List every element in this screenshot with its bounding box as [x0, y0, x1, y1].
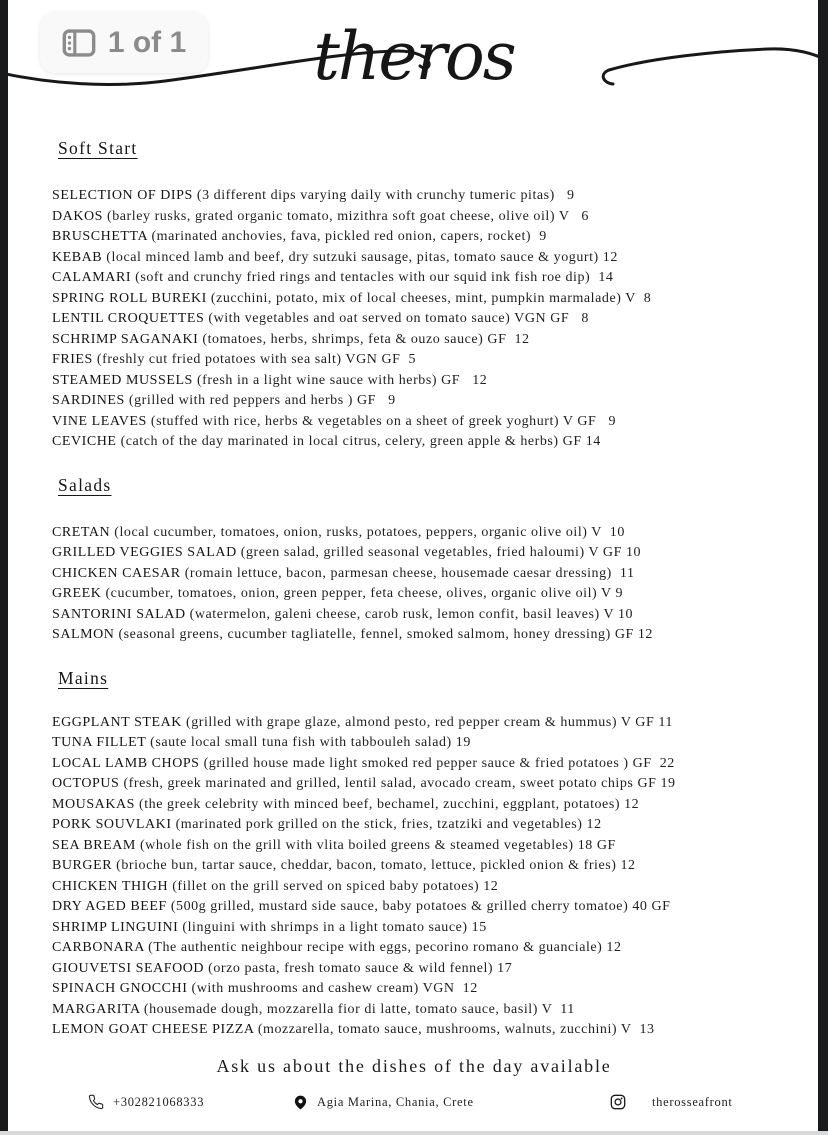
- item-name: OCTOPUS: [52, 776, 120, 791]
- item-name: SELECTION OF DIPS: [52, 188, 193, 203]
- item-name: CRETAN: [52, 524, 111, 540]
- page-indicator[interactable]: [40, 12, 208, 73]
- item-details: (green salad, grilled seasonal vegetables, fried haloumi) V GF 10: [236, 545, 642, 560]
- restaurant-logo: theros: [313, 18, 515, 95]
- menu-section: [52, 668, 814, 1041]
- menu-section: [52, 475, 814, 646]
- item-name: STEAMED MUSSELS: [52, 372, 193, 388]
- item-details: (seasonal greens, cucumber tagliatelle, fennel, smoked salmom, honey dressing) GF 12: [114, 627, 653, 642]
- item-name: SPRING ROLL BUREKI: [52, 290, 207, 306]
- menu-item: [52, 754, 814, 775]
- address-text: Agia Marina, Chania, Crete: [317, 1095, 474, 1109]
- menu-item: [52, 795, 814, 816]
- item-details: (tomatoes, herbs, shrimps, feta & ouzo sauce) GF 12: [198, 331, 530, 347]
- menu-item: [52, 605, 814, 626]
- phone-contact: [88, 1094, 204, 1110]
- item-details: (the greek celebrity with minced beef, bechamel, zucchini, eggplant, potatoes) 12: [134, 796, 640, 812]
- item-name: LENTIL CROQUETTES: [52, 311, 205, 326]
- menu-item: [52, 412, 814, 433]
- item-details: (marinated anchovies, fava, pickled red onion, capers, rocket) 9: [147, 229, 547, 244]
- item-details: (zucchini, potato, mix of local cheeses, mint, pumpkin marmalade) V 8: [206, 290, 652, 306]
- phone-number: +302821068333: [113, 1094, 205, 1109]
- menu-item: [52, 432, 814, 453]
- item-name: SPINACH GNOCCHI: [52, 981, 188, 996]
- item-details: (catch of the day marinated in local citrus, celery, green apple & herbs) GF 14: [116, 434, 601, 449]
- item-name: PORK SOUVLAKI: [52, 817, 172, 832]
- menu-item: [52, 248, 814, 269]
- menu-item: [52, 227, 814, 248]
- item-details: (romain lettuce, bacon, parmesan cheese, housemade caesar dressing) 11: [180, 565, 635, 581]
- item-details: (3 different dips varying daily with crunchy tumeric pitas) 9: [192, 188, 575, 203]
- menu-item: [52, 523, 814, 544]
- menu-item: [52, 391, 814, 412]
- instagram-handle: therosseafront: [652, 1094, 733, 1109]
- item-name: DRY AGED BEEF: [52, 899, 167, 914]
- item-name: SANTORINI SALAD: [52, 606, 186, 622]
- phone-icon: [88, 1094, 104, 1110]
- menu-item: [52, 979, 814, 1000]
- item-details: (orzo pasta, fresh tomato sauce & wild fennel) 17: [204, 960, 513, 976]
- menu-item: [52, 774, 814, 795]
- item-details: (soft and crunchy fried rings and tentacles with our squid ink fish roe dip) 14: [131, 270, 614, 285]
- menu-item: [52, 350, 814, 371]
- item-name: BURGER: [52, 858, 113, 873]
- menu-item: [52, 938, 814, 959]
- item-details: (fillet on the grill served on spiced baby potatoes) 12: [168, 878, 499, 894]
- left-edge-bar: [0, 0, 8, 1131]
- item-details: (500g grilled, mustard side sauce, baby potatoes & grilled cherry tomatoe) 40 GF: [166, 899, 671, 914]
- item-name: SARDINES: [52, 393, 125, 408]
- item-details: (cucumber, tomatoes, onion, green pepper, feta cheese, olives, organic olive oil) V 9: [101, 586, 624, 601]
- item-name: SCHRIMP SAGANAKI: [52, 331, 199, 347]
- item-details: (grilled house made light smoked red pepper sauce & fried potatoes ) GF 22: [199, 755, 675, 771]
- menu-item: [52, 733, 814, 754]
- item-details: (stuffed with rice, herbs & vegetables on a sheet of greek yoghurt) V GF 9: [146, 413, 617, 429]
- instagram-contact: [610, 1094, 733, 1110]
- item-name: EGGPLANT STEAK: [52, 714, 182, 730]
- bottom-strip: [0, 1131, 828, 1135]
- item-name: FRIES: [52, 352, 93, 367]
- item-details: (local minced lamb and beef, dry sutzuki sausage, pitas, tomato sauce & yogurt) 12: [102, 249, 618, 265]
- item-details: (barley rusks, grated organic tomato, mizithra soft goat cheese, olive oil) V 6: [102, 208, 589, 224]
- item-name: MARGARITA: [52, 1001, 140, 1017]
- menu-item: [52, 543, 814, 564]
- right-edge-bar: [818, 0, 828, 1131]
- menu-item: [52, 815, 814, 836]
- item-details: (marinated pork grilled on the stick, fries, tzatziki and vegetables) 12: [171, 817, 602, 832]
- location-pin-icon: [293, 1094, 308, 1111]
- item-name: KEBAB: [52, 249, 103, 265]
- section-title: Mains: [58, 667, 109, 688]
- item-name: SHRIMP LINGUINI: [52, 919, 179, 935]
- dishes-of-day-note: Ask us about the dishes of the day available: [216, 1056, 612, 1076]
- page-indicator-label: 1 of 1: [107, 25, 187, 59]
- menu-item: [52, 186, 814, 207]
- menu-item: [52, 309, 814, 330]
- item-details: (with vegetables and oat served on tomato sauce) VGN GF 8: [204, 311, 589, 326]
- item-name: GREEK: [52, 586, 102, 601]
- menu-item: [52, 877, 814, 898]
- menu-item: [52, 918, 814, 939]
- menu-header: [0, 0, 828, 130]
- menu-sections: [0, 138, 828, 1041]
- instagram-icon: [610, 1094, 626, 1110]
- menu-item: [52, 207, 814, 228]
- menu-item: [52, 289, 814, 310]
- item-details: (housemade dough, mozzarella fior di latte, tomato sauce, basil) V 11: [139, 1001, 575, 1017]
- menu-section: [52, 138, 814, 453]
- item-name: VINE LEAVES: [52, 413, 147, 429]
- menu-item: [52, 268, 814, 289]
- menu-item: [52, 625, 814, 646]
- item-details: (freshly cut fried potatoes with sea salt) VGN GF 5: [92, 352, 417, 367]
- item-details: (watermelon, galeni cheese, carob rusk, lemon confit, basil leaves) V 10: [185, 606, 634, 622]
- item-name: CALAMARI: [52, 270, 132, 285]
- item-name: MOUSAKAS: [52, 796, 135, 812]
- menu-item: [52, 330, 814, 351]
- item-details: (local cucumber, tomatoes, onion, rusks, potatoes, peppers, organic olive oil) V 10: [110, 524, 625, 540]
- section-title: Soft Start: [58, 138, 138, 158]
- item-details: (whole fish on the grill with vlita boiled greens & steamed vegetables) 18 GF: [135, 837, 616, 853]
- item-name: CARBONARA: [52, 940, 145, 955]
- item-name: SEA BREAM: [52, 837, 136, 853]
- item-name: CHICKEN CAESAR: [52, 565, 181, 581]
- item-name: SALMON: [52, 627, 115, 642]
- address-contact: [293, 1094, 474, 1111]
- item-name: LOCAL LAMB CHOPS: [52, 755, 200, 771]
- menu-item: [52, 959, 814, 980]
- section-title: Salads: [58, 474, 112, 495]
- item-name: GRILLED VEGGIES SALAD: [52, 545, 237, 560]
- item-details: (grilled with red peppers and herbs ) GF 9: [124, 393, 396, 408]
- item-details: (with mushrooms and cashew cream) VGN 12: [187, 981, 478, 996]
- item-details: (brioche bun, tartar sauce, cheddar, bacon, tomato, lettuce, pickled onion & fries) 12: [112, 858, 636, 873]
- menu-item: [52, 564, 814, 585]
- item-details: (linguini with shrimps in a light tomato sauce) 15: [178, 919, 487, 935]
- item-name: CHICKEN THIGH: [52, 878, 169, 894]
- item-details: (fresh, greek marinated and grilled, lentil salad, avocado cream, sweet potato chips GF 19: [119, 776, 676, 791]
- item-name: LEMON GOAT CHEESE PIZZA: [52, 1022, 254, 1037]
- menu-item: [52, 1000, 814, 1021]
- item-name: CEVICHE: [52, 434, 117, 449]
- item-name: GIOUVETSI SEAFOOD: [52, 960, 205, 976]
- menu-item: [52, 371, 814, 392]
- menu-item: [52, 897, 814, 918]
- menu-item: [52, 856, 814, 877]
- menu-item: [52, 836, 814, 857]
- item-name: BRUSCHETTA: [52, 229, 148, 244]
- item-name: TUNA FILLET: [52, 735, 147, 750]
- item-details: (mozzarella, tomato sauce, mushrooms, walnuts, zucchini) V 13: [253, 1022, 655, 1037]
- menu-item: [52, 1020, 814, 1041]
- menu-item: [52, 713, 814, 734]
- item-details: (grilled with grape glaze, almond pesto, red pepper cream & hummus) V GF 11: [181, 714, 673, 730]
- contact-row: [0, 1094, 828, 1120]
- sidebar-icon: [62, 29, 96, 57]
- item-details: (The authentic neighbour recipe with eggs, pecorino romano & guanciale) 12: [144, 940, 622, 955]
- item-details: (saute local small tuna fish with tabbouleh salad) 19: [146, 735, 471, 750]
- menu-item: [52, 584, 814, 605]
- item-name: DAKOS: [52, 208, 103, 224]
- item-details: (fresh in a light wine sauce with herbs) GF 12: [192, 372, 488, 388]
